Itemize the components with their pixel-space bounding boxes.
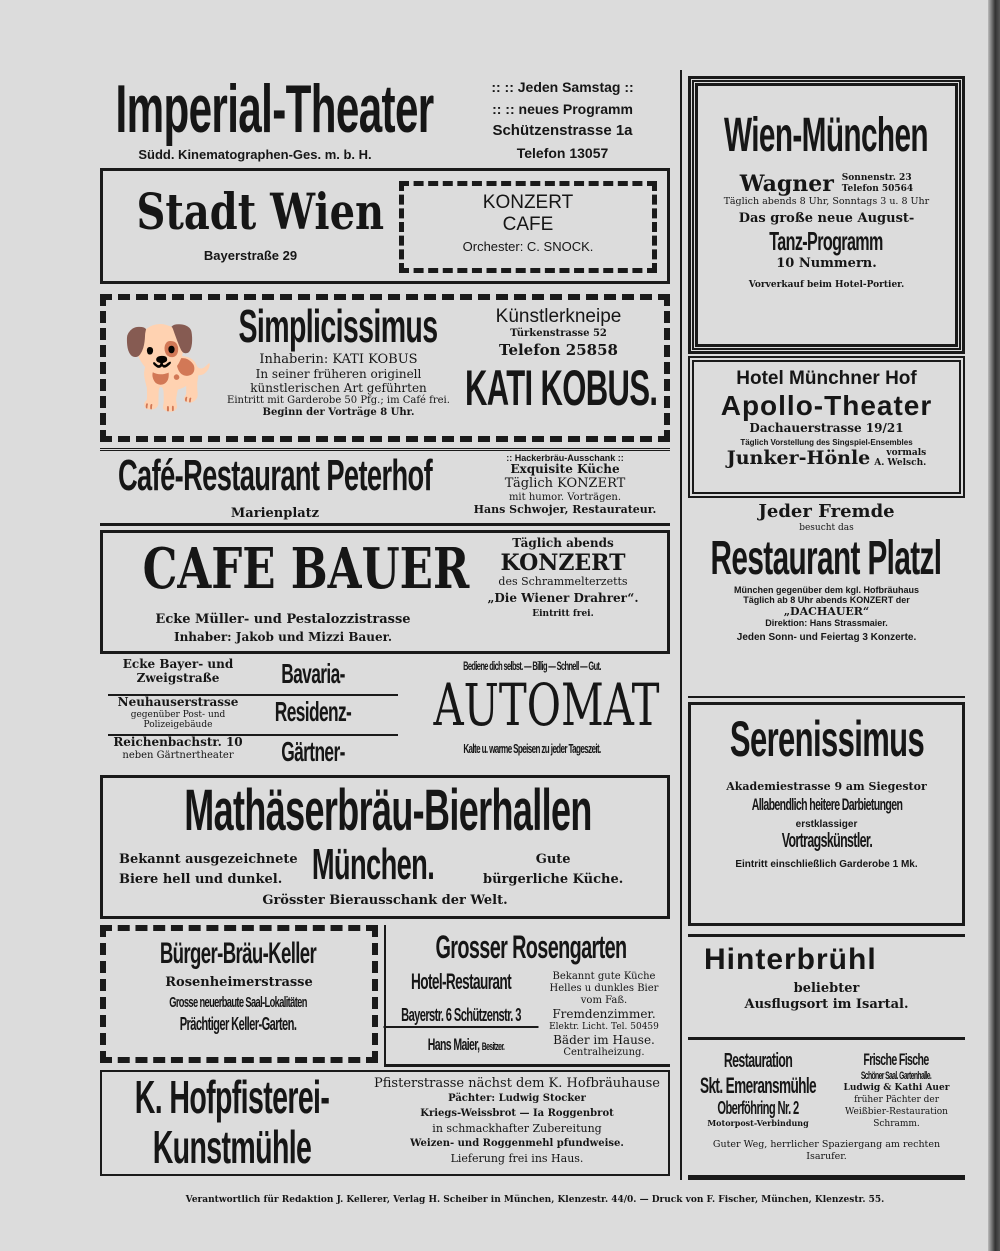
ad-line: Bekannt gute Küche	[552, 971, 656, 982]
ad-line: künstlerischen Art geführten	[250, 380, 427, 395]
ad-title: CAFE BAUER	[142, 536, 470, 602]
konzert: KONZERT	[482, 192, 574, 213]
ad-line: Hotel-Restaurant	[411, 969, 511, 994]
ad-line: bürgerliche Küche.	[483, 872, 624, 887]
ad-line: Eintritt einschließlich Garderobe 1 Mk.	[735, 859, 918, 871]
ad-hofpfisterei	[100, 1070, 670, 1176]
ad-line: in schmackhafter Zubereitung	[432, 1122, 602, 1135]
ad-line: Pfisterstrasse nächst dem K. Hofbräuhause	[374, 1076, 660, 1091]
location-row	[108, 736, 398, 768]
ad-line: Schramm.	[873, 1119, 920, 1129]
ad-title: Mathäserbräu-Bierhallen	[184, 778, 592, 843]
page-edge	[988, 0, 1000, 1251]
ad-stadt-wien	[100, 168, 670, 284]
ad-line: Prächtiger Keller-Garten.	[179, 1013, 297, 1034]
title-line: Kunstmühle	[152, 1121, 312, 1173]
ad-line: KONZERT	[500, 549, 626, 576]
ad-line: Ecke Bayer- und	[122, 657, 234, 671]
ad-line: Hotel Münchner Hof	[736, 368, 917, 389]
ad-line: Oberföhring Nr. 2	[717, 1098, 799, 1119]
orchester: Orchester: C. SNOCK.	[462, 238, 594, 254]
ad-line: Fremdenzimmer.	[552, 1007, 656, 1021]
ad-title: Apollo-Theater	[720, 389, 933, 421]
ad-cafe-locations	[108, 658, 398, 768]
ad-title: Simplicissimus	[238, 300, 438, 352]
ad-line: „Die Wiener Drahrer“.	[487, 590, 639, 605]
ad-line: vom Faß.	[580, 995, 628, 1006]
ad-address: Ecke Müller- und Pestalozzistrasse	[155, 612, 411, 627]
ad-line: besucht das	[799, 522, 854, 533]
ad-line: Helles u dunkles Bier	[549, 983, 659, 994]
ad-line: Ausflugsort im Isartal.	[744, 997, 909, 1013]
ad-rosengarten	[384, 925, 670, 1067]
ad-line: Vorverkauf beim Hotel-Portier.	[748, 279, 905, 290]
ad-line: Direktion: Hans Strassmaier.	[765, 618, 888, 629]
ad-peterhof	[100, 448, 670, 526]
ad-line: Neuhauserstrasse	[117, 695, 239, 709]
ad-line: Exquisite Küche	[510, 462, 620, 477]
ad-line: Täglich abends 8 Uhr, Sonntags 3 u. 8 Uhr	[723, 196, 930, 208]
ad-line: Biere hell und dunkel.	[119, 872, 283, 887]
ad-apollo	[688, 356, 965, 498]
ad-line: Täglich abends	[512, 536, 614, 550]
ad-city: München.	[311, 840, 435, 889]
ad-line: Vortragskünstler.	[781, 830, 873, 853]
ad-line: Akademiestrasse 9 am Siegestor	[726, 779, 927, 793]
ad-line: :: :: neues Programm	[492, 101, 633, 117]
ad-line: :: :: Jeden Samstag ::	[491, 79, 634, 95]
ad-right	[483, 850, 623, 890]
column-divider	[680, 70, 682, 1180]
ad-line: Centralheizung.	[563, 1047, 645, 1058]
ad-title: Grosser Rosengarten	[435, 929, 627, 965]
ad-line: früher Pächter der	[853, 1095, 940, 1105]
cafe-name: Bavaria-	[281, 658, 345, 689]
ad-title: Bürger-Bräu-Keller	[159, 937, 317, 970]
ad-name: Junker-Hönle	[726, 447, 871, 470]
ad-line: gegenüber Post- und Polizeigebäude	[130, 709, 226, 731]
ad-line: In seiner früheren originell	[255, 366, 422, 381]
ad-line: des Schrammelterzetts	[498, 575, 628, 589]
location-row	[108, 658, 398, 696]
ad-hinterbruehl	[688, 934, 965, 1040]
owner-role: Besitzer.	[481, 1041, 505, 1053]
ad-line: Jeden Sonn- und Feiertag 3 Konzerte.	[736, 631, 917, 643]
ad-address: Bayerstr. 6 Schützenstr. 3	[384, 1005, 539, 1028]
ad-line: Guter Weg, herrlicher Spaziergang am rechten	[712, 1139, 941, 1150]
ad-line: erstklassiger	[795, 818, 858, 830]
ad-imperial-info	[455, 76, 670, 164]
ad-left	[119, 850, 298, 890]
ad-platzl	[688, 502, 965, 698]
ad-line: Telefon 13057	[516, 145, 609, 161]
ad-wien-muenchen	[688, 76, 965, 354]
ad-line: mit humor. Vorträgen.	[508, 492, 622, 504]
ad-line: Reichenbachstr. 10	[113, 735, 243, 749]
ad-line: Rosenheimerstrasse	[165, 974, 313, 990]
ad-line: Bekannt ausgezeichnete	[119, 852, 298, 867]
location-row	[108, 696, 398, 736]
ad-line: Hans Schwojer, Restaurateur.	[473, 502, 657, 516]
ad-title: Hinterbrühl	[704, 943, 877, 976]
ad-line: Kriegs-Weissbrot — Ia Roggenbrot	[420, 1108, 614, 1119]
ad-place: Marienplatz	[230, 506, 320, 521]
ad-line: Grösster Bierausschank der Welt.	[262, 893, 508, 908]
ad-owner	[398, 1035, 534, 1055]
ad-line: neben Gärtnertheater	[122, 749, 234, 761]
ad-name: Wagner	[739, 171, 834, 198]
ad-line: Täglich Vorstellung des Singspiel-Ensembles	[740, 437, 913, 447]
ad-simplicissimus	[100, 294, 670, 442]
ad-line: Lieferung frei ins Haus.	[450, 1152, 584, 1165]
ad-address: Dachauerstrasse 19/21	[749, 421, 904, 436]
ad-line: Künstlerkneipe	[495, 306, 622, 327]
ad-line: Telefon 25858	[499, 341, 618, 360]
ad-line: Grosse neuerbaute Saal-Lokalitäten	[169, 994, 307, 1012]
ad-line: Isarufer.	[806, 1151, 847, 1162]
cafe: CAFE	[502, 213, 554, 235]
ad-title: AUTOMAT	[433, 670, 660, 739]
ad-address: Bayerstraße 29	[203, 248, 298, 263]
ad-line: Eintritt frei.	[532, 608, 594, 619]
ad-line: Täglich ab 8 Uhr abends KONZERT der	[743, 595, 910, 606]
ad-line: Kalte u. warme Speisen zu jeder Tageszeit.	[463, 740, 601, 756]
ad-serenissimus	[688, 702, 965, 926]
ad-line: 10 Nummern.	[776, 255, 877, 271]
ad-line: Bediene dich selbst. — Billig — Schnell — Gut.	[463, 659, 601, 673]
ad-line: Gute	[535, 852, 571, 867]
ad-line: Pächter: Ludwig Stocker	[448, 1093, 586, 1104]
ad-line: :: Hackerbräu-Ausschank ::	[506, 453, 624, 463]
ad-line: Schützenstrasse 1a	[492, 122, 633, 139]
ad-line: Weißbier-Restauration	[845, 1107, 948, 1117]
ad-line: Skt. Emeransmühle	[699, 1073, 817, 1098]
konzert-box	[399, 181, 657, 273]
ad-line: „DACHAUER“	[783, 604, 870, 618]
ad-buerger-braeu	[100, 925, 378, 1063]
ad-line: Weizen- und Roggenmehl pfundweise.	[410, 1138, 624, 1149]
imprint-footer: Verantwortlich für Redaktion J. Kellerer, Verlag H. Scheiber in München, Klenzestr. 44/0. — Druck von F. Fischer, München, Klenzestr. 55.	[185, 1195, 885, 1205]
ad-title: Stadt Wien	[136, 182, 385, 241]
ad-title: Serenissimus	[729, 711, 925, 767]
ad-emeransmuehle	[688, 1046, 965, 1180]
ad-title: Restaurant Platzl	[710, 532, 942, 586]
ad-owner: Inhaberin: KATI KOBUS	[259, 351, 418, 367]
cafe-name: Gärtner-	[281, 736, 345, 767]
title-line: K. Hofpfisterei-	[134, 1071, 330, 1123]
ad-line: Sonnenstr. 23	[841, 173, 912, 184]
ad-line: vormals	[886, 448, 927, 459]
ad-line: Elektr. Licht. Tel. 50459	[549, 1022, 659, 1032]
ad-mathaeser	[100, 775, 670, 919]
ad-line: Täglich KONZERT	[504, 476, 626, 492]
ad-line: Zweigstraße	[136, 670, 220, 685]
ad-line: Beginn der Vorträge 8 Uhr.	[262, 406, 415, 418]
ad-line: Ludwig & Kathi Auer	[843, 1083, 950, 1093]
ad-line: Allabendlich heitere Darbietungen	[751, 795, 903, 815]
ad-line: Motorpost-Verbindung	[707, 1117, 809, 1128]
ad-line: Restauration	[723, 1050, 793, 1072]
ad-automat	[395, 660, 670, 770]
ad-line: Jeder Fremde	[758, 501, 895, 522]
ad-line: München gegenüber dem kgl. Hofbräuhaus	[733, 585, 920, 596]
ad-title: Wien-München	[724, 109, 928, 162]
owner-name: Hans Maier,	[427, 1035, 480, 1054]
cafe-name: Residenz-	[274, 696, 352, 727]
ad-name: KATI KOBUS.	[465, 359, 658, 416]
ad-line: Türkenstrasse 52	[510, 327, 607, 339]
ad-title: Café-Restaurant Peterhof	[117, 451, 433, 500]
ad-line: Bäder im Hause.	[553, 1033, 655, 1047]
ad-line: A. Welsch.	[874, 458, 927, 469]
bulldog-illustration: 🐕	[121, 321, 221, 414]
ad-title: Imperial-Theater	[115, 71, 434, 147]
ad-title	[127, 1072, 338, 1172]
ad-line: Frische Fische	[863, 1050, 929, 1069]
ad-subtitle: Südd. Kinematographen-Ges. m. b. H.	[138, 147, 372, 163]
ad-line: Das große neue August-	[738, 211, 915, 227]
ad-line: Eintritt mit Garderobe 50 Pfg.; im Café frei.	[227, 395, 450, 407]
ad-cafe-bauer	[100, 530, 670, 654]
ad-imperial	[90, 70, 434, 165]
ad-line: beliebter	[793, 980, 860, 996]
ad-owners: Inhaber: Jakob und Mizzi Bauer.	[173, 630, 393, 644]
ad-line: Schöner Saal. Gartenhalle.	[860, 1070, 932, 1082]
ad-line: Tanz-Programm	[769, 226, 883, 257]
ad-line: Telefon 50564	[841, 184, 914, 195]
